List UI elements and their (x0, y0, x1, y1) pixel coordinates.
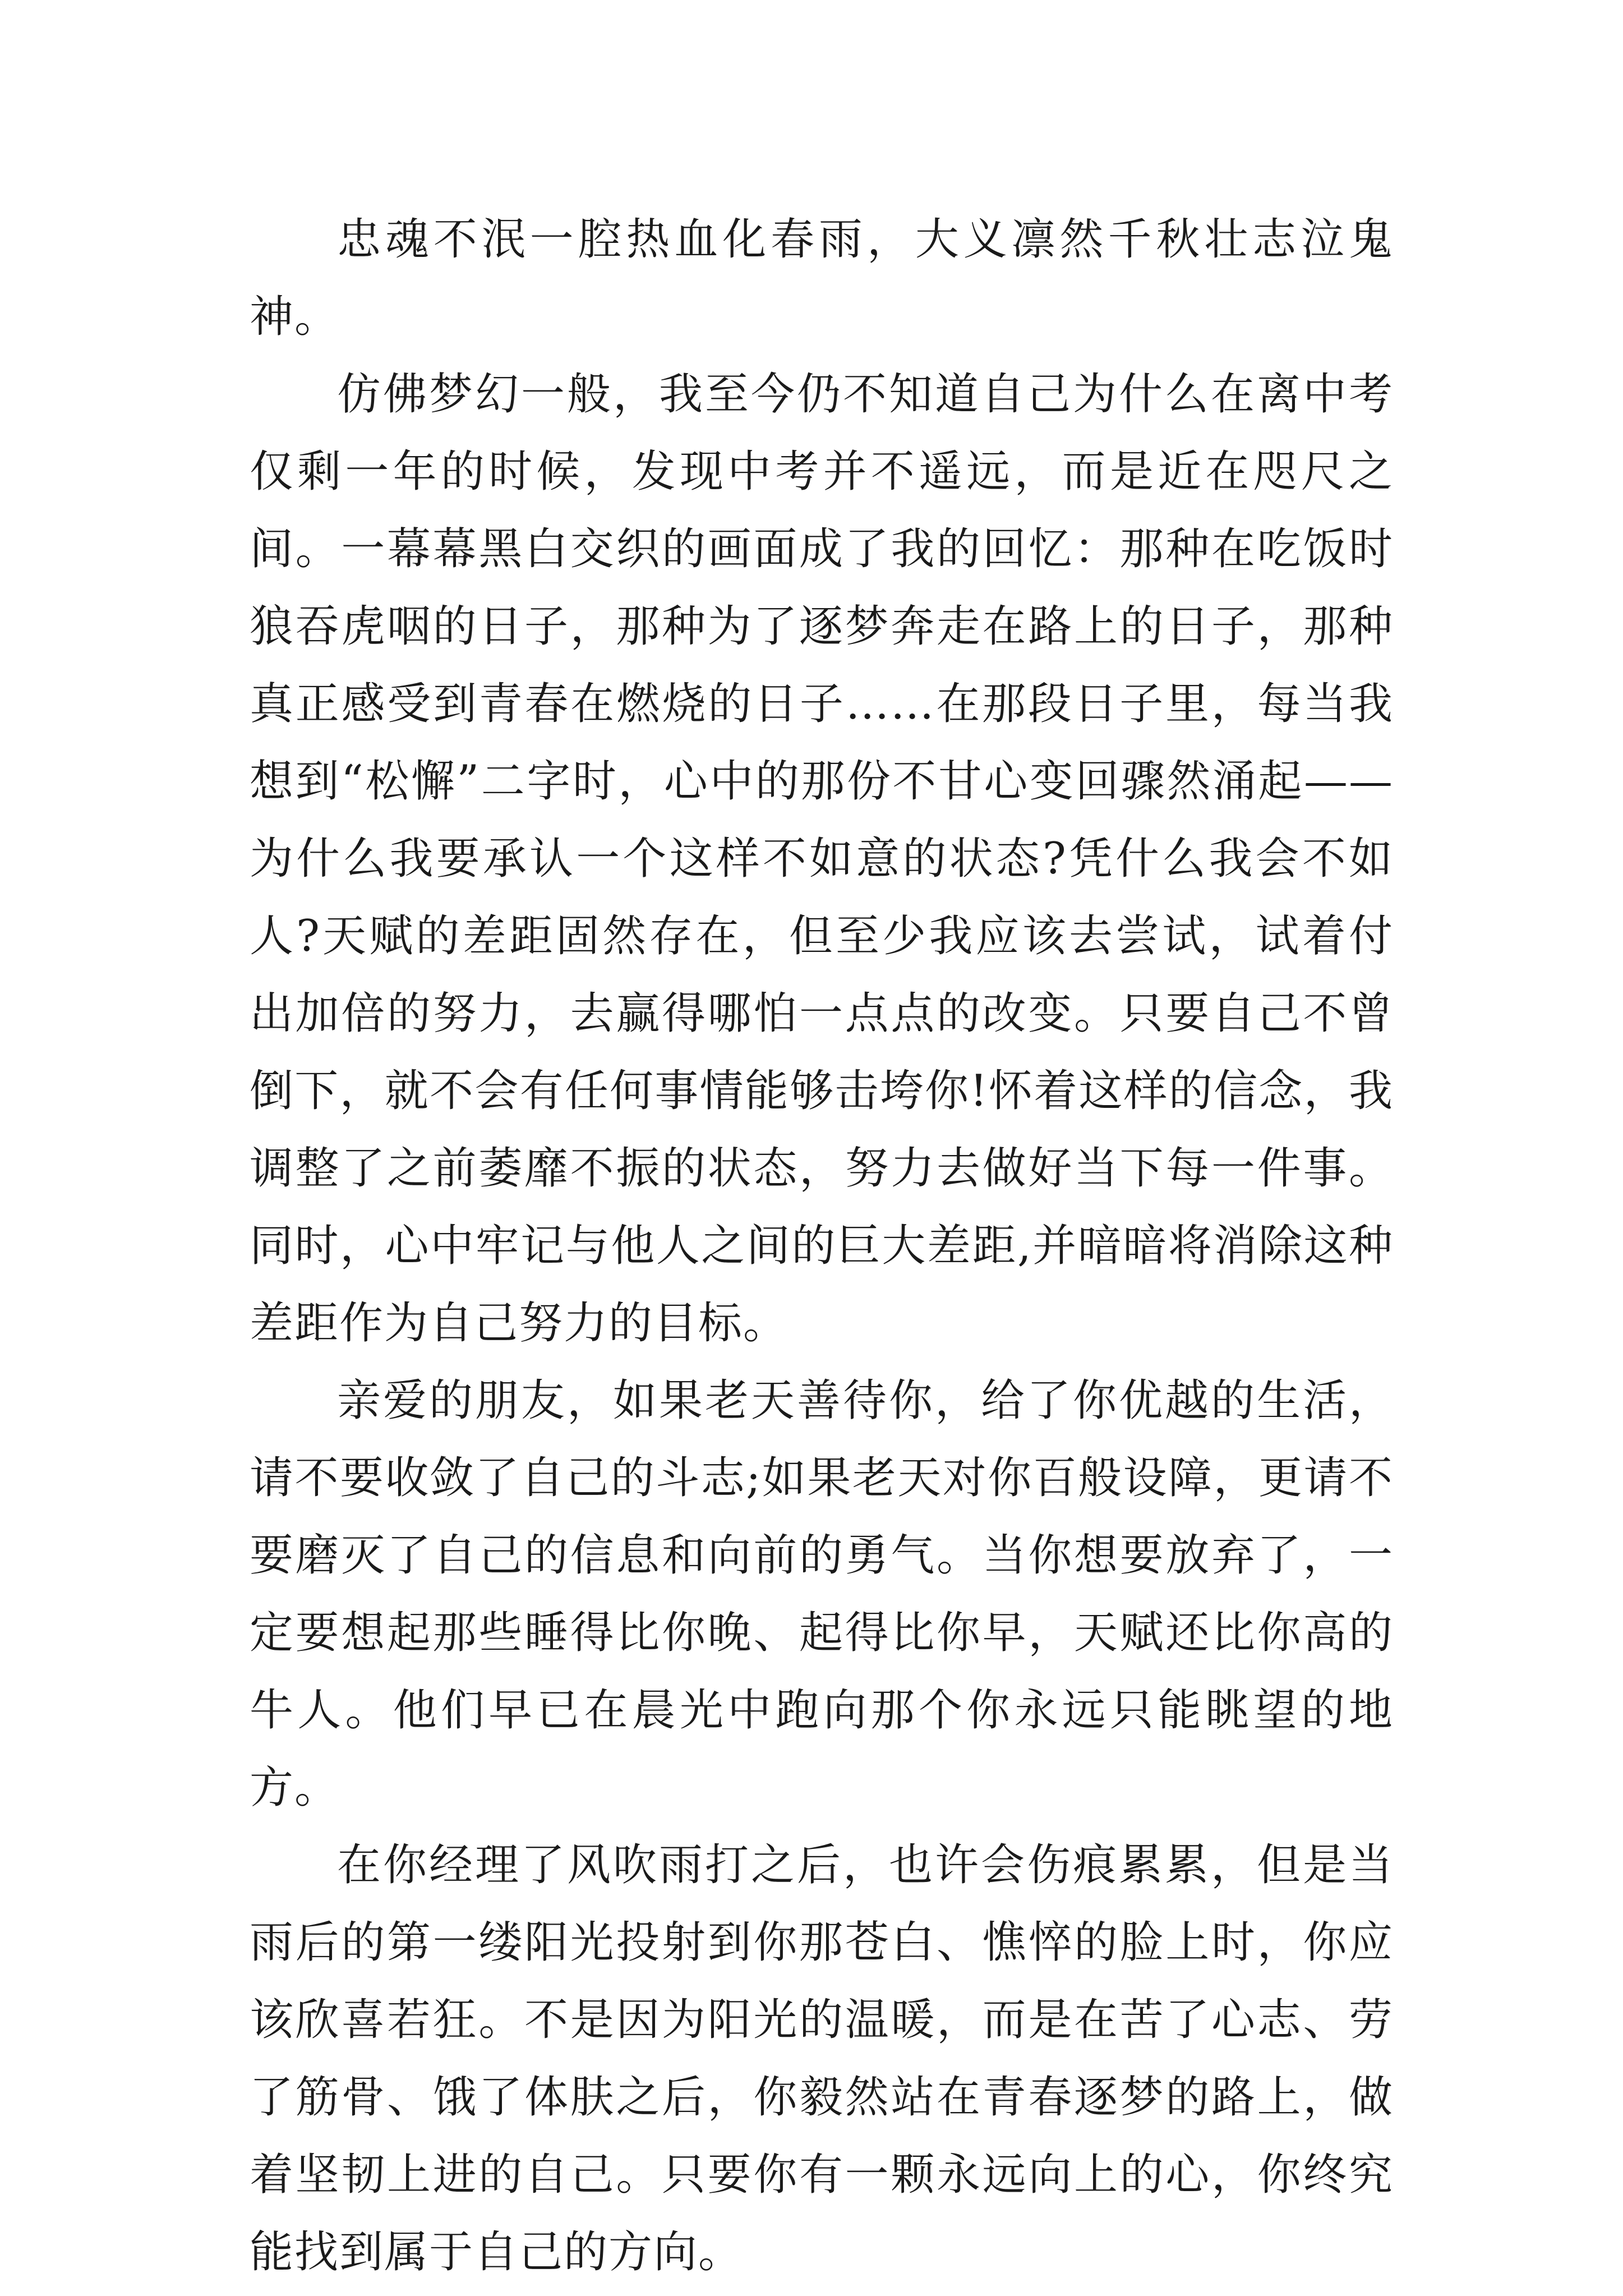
paragraph-4: 在你经理了风吹雨打之后，也许会伤痕累累，但是当雨后的第一缕阳光投射到你那苍白、憔悴的脸上时，你应该欣喜若狂。不是因为阳光的温暖，而是在苦了心志、劳了筋骨、饿了体肤之后，你毅然站在青春逐梦的路上，做着坚韧上进的自己。只要你有一颗永远向上的心，你终究能找到属于自己的方向。 (250, 1840, 1394, 2277)
paragraph-2: 仿佛梦幻一般，我至今仍不知道自己为什么在离中考仅剩一年的时候，发现中考并不遥远，而是近在咫尺之间。一幕幕黑白交织的画面成了我的回忆：那种在吃饭时狼吞虎咽的日子，那种为了逐梦奔走在路上的日子，那种真正感受到青春在燃烧的日子……在那段日子里，每当我想到“松懈”二字时，心中的那份不甘心变回骤然涌起——为什么我要承认一个这样不如意的状态?凭什么我会不如人?天赋的差距固然存在，但至少我应该去尝试，试着付出加倍的努力，去赢得哪怕一点点的改变。只要自己不曾倒下，就不会有任何事情能够击垮你!怀着这样的信念，我调整了之前萎靡不振的状态，努力去做好当下每一件事。同时，心中牢记与他人之间的巨大差距,并暗暗将消除这种差距作为自己努力的目标。 (250, 369, 1394, 1349)
paragraph-3: 亲爱的朋友，如果老天善待你，给了你优越的生活，请不要收敛了自己的斗志;如果老天对你百般设障，更请不要磨灭了自己的信息和向前的勇气。当你想要放弃了，一定要想起那些睡得比你晚、起得比你早，天赋还比你高的牛人。他们早已在晨光中跑向那个你永远只能眺望的地方。 (250, 1375, 1394, 1813)
document-body (250, 201, 1394, 2291)
paragraph-1: 忠魂不泯一腔热血化春雨，大义凛然千秋壮志泣鬼神。 (250, 214, 1394, 342)
